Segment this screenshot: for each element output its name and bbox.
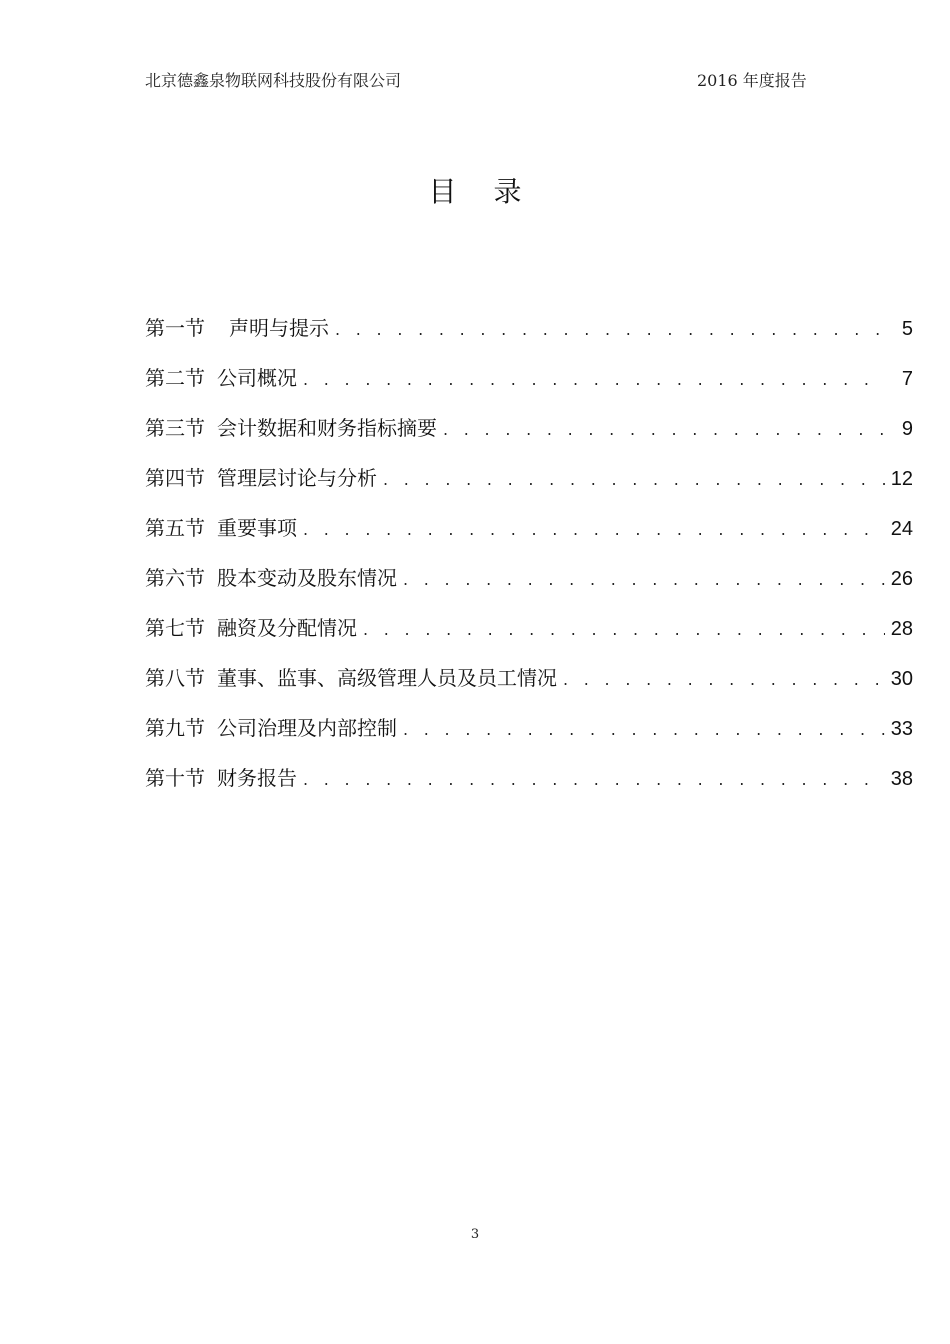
- toc-leader-dots: [563, 666, 885, 694]
- header-company-name: 北京德鑫泉物联网科技股份有限公司: [145, 71, 402, 90]
- toc-entry-4[interactable]: [145, 464, 913, 514]
- toc-section-name: 公司治理及内部控制: [217, 716, 397, 740]
- toc-section-number: 第三节: [145, 416, 205, 440]
- toc-section-number: 第六节: [145, 566, 205, 590]
- toc-section-number: 第九节: [145, 716, 205, 740]
- toc-page-number: 30: [890, 668, 913, 690]
- toc-entry-1[interactable]: [145, 314, 913, 364]
- toc-entry-7[interactable]: [145, 614, 913, 664]
- toc-section-number: 第一节: [145, 316, 205, 340]
- toc-leader-dots: [403, 566, 885, 594]
- toc-entry-8[interactable]: [145, 664, 913, 714]
- toc-entry-3[interactable]: [145, 414, 913, 464]
- toc-entry-9[interactable]: [145, 714, 913, 764]
- toc-leader-dots: [443, 416, 885, 444]
- toc-entry-5[interactable]: [145, 514, 913, 564]
- toc-page-number: 33: [890, 718, 913, 740]
- toc-page-number: 28: [890, 618, 913, 640]
- toc-page-number: 9: [901, 418, 913, 440]
- toc-section-name: 会计数据和财务指标摘要: [217, 416, 437, 440]
- toc-page-number: 26: [890, 568, 913, 590]
- toc-page-number: 7: [901, 368, 913, 390]
- toc-title: 目 录: [428, 175, 536, 208]
- toc-entry-2[interactable]: [145, 364, 913, 414]
- toc-leader-dots: [303, 766, 885, 794]
- footer-page-number: 3: [470, 1227, 480, 1242]
- toc-section-name: 声明与提示: [229, 316, 329, 340]
- toc-section-number: 第八节: [145, 666, 205, 690]
- toc-section-name: 管理层讨论与分析: [217, 466, 377, 490]
- toc-section-name: 重要事项: [217, 516, 297, 540]
- toc-section-number: 第七节: [145, 616, 205, 640]
- table-of-contents: [145, 314, 913, 814]
- toc-section-name: 财务报告: [217, 766, 297, 790]
- toc-section-number: 第四节: [145, 466, 205, 490]
- toc-leader-dots: [303, 516, 885, 544]
- toc-section-name: 融资及分配情况: [217, 616, 357, 640]
- toc-section-name: 股本变动及股东情况: [217, 566, 397, 590]
- toc-section-name: 公司概况: [217, 366, 297, 390]
- toc-page-number: 5: [901, 318, 913, 340]
- header-report-title: 2016 年度报告: [697, 71, 807, 90]
- toc-leader-dots: [303, 366, 885, 394]
- toc-section-name: 董事、监事、高级管理人员及员工情况: [217, 666, 557, 690]
- toc-leader-dots: [383, 466, 885, 494]
- toc-leader-dots: [403, 716, 885, 744]
- toc-entry-10[interactable]: [145, 764, 913, 814]
- toc-leader-dots: [363, 616, 885, 644]
- toc-entry-6[interactable]: [145, 564, 913, 614]
- toc-page-number: 38: [890, 768, 913, 790]
- toc-section-number: 第十节: [145, 766, 205, 790]
- toc-section-number: 第二节: [145, 366, 205, 390]
- toc-section-number: 第五节: [145, 516, 205, 540]
- toc-page-number: 24: [890, 518, 913, 540]
- toc-page-number: 12: [890, 468, 913, 490]
- toc-leader-dots: [335, 316, 885, 344]
